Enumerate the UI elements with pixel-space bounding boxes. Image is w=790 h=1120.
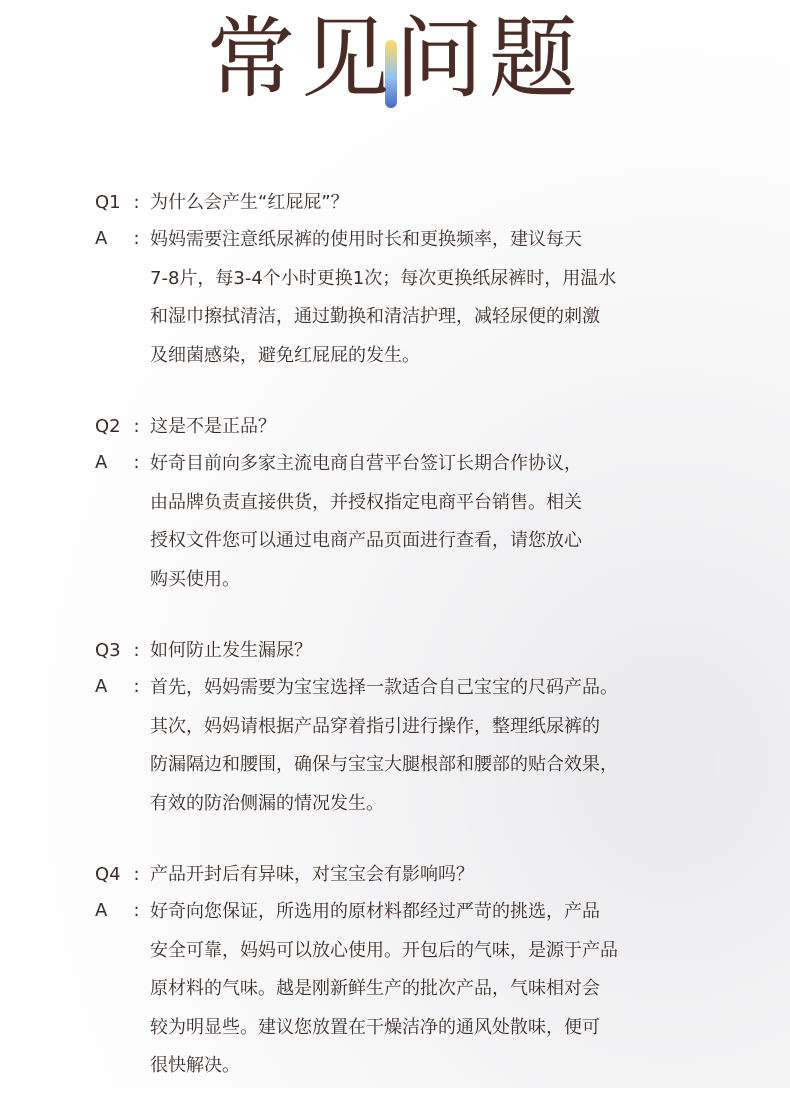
question-label: Q4: [95, 864, 121, 885]
answer-line: 安全可靠，妈妈可以放心使用。开包后的气味，是源于产品: [150, 939, 618, 961]
answer-row: [95, 893, 695, 1086]
faq-list: [95, 185, 695, 1120]
answer-line: 妈妈需要注意纸尿裤的使用时长和更换频率，建议每天: [150, 229, 582, 250]
question-label: Q1: [95, 192, 121, 213]
answer-line: 授权文件您可以通过电商产品页面进行查看，请您放心: [150, 530, 582, 551]
separator-colon: :: [133, 452, 140, 473]
question-label: Q3: [95, 640, 121, 661]
answer-label: A: [95, 676, 108, 697]
answer-row: [95, 669, 695, 823]
question-text: 为什么会产生“红屁屁”？: [150, 192, 349, 213]
separator-colon: :: [133, 192, 140, 213]
question-row: [95, 409, 695, 445]
question-row: [95, 633, 695, 669]
answer-label: A: [95, 452, 108, 473]
answer-text: [150, 221, 695, 375]
answer-text: [150, 669, 695, 823]
answer-line: 由品牌负责直接供货，并授权指定电商平台销售。相关: [150, 491, 582, 513]
answer-line: 原材料的气味。越是刚新鲜生产的批次产品，气味相对会: [150, 978, 600, 999]
faq-item-1: [95, 185, 695, 375]
answer-line: 好奇目前向多家主流电商自营平台签订长期合作协议，: [150, 453, 582, 474]
answer-label: A: [95, 228, 108, 249]
answer-line: 及细菌感染，避免红屁屁的发生。: [150, 344, 420, 366]
answer-line: 首先，妈妈需要为宝宝选择一款适合自己宝宝的尺码产品。: [150, 677, 618, 698]
answer-line: 好奇向您保证，所选用的原材料都经过严苛的挑选，产品: [150, 901, 600, 922]
separator-colon: :: [133, 900, 140, 921]
answer-line: 防漏隔边和腰围，确保与宝宝大腿根部和腰部的贴合效果，: [150, 754, 618, 775]
faq-item-3: [95, 633, 695, 823]
separator-colon: :: [133, 416, 140, 437]
question-row: [95, 185, 695, 221]
faq-item-2: [95, 409, 695, 599]
answer-line: 有效的防治侧漏的情况发生。: [150, 792, 384, 814]
question-row: [95, 857, 695, 893]
answer-row: [95, 221, 695, 375]
separator-colon: :: [133, 676, 140, 697]
separator-colon: :: [133, 864, 140, 885]
answer-row: [95, 445, 695, 599]
answer-line: 很快解决。: [150, 1055, 240, 1076]
answer-line: 其次，妈妈请根据产品穿着指引进行操作，整理纸尿裤的: [150, 715, 600, 737]
faq-item-4: [95, 857, 695, 1086]
page-title: 常见问题: [206, 7, 583, 110]
question-text: 如何防止发生漏尿？: [150, 640, 312, 661]
question-text: 产品开封后有异味，对宝宝会有影响吗？: [150, 864, 474, 885]
answer-text: [150, 445, 695, 599]
separator-colon: :: [133, 640, 140, 661]
answer-text: [150, 893, 695, 1086]
answer-line: 较为明显些。建议您放置在干燥洁净的通风处散味，便可: [150, 1016, 600, 1038]
page-header: [0, 0, 790, 140]
answer-line: 7-8片，每3-4个小时更换1次；每次更换纸尿裤时，用温水: [150, 267, 617, 289]
answer-line: 和湿巾擦拭清洁，通过勤换和清洁护理，减轻尿便的刺激: [150, 306, 600, 327]
separator-colon: :: [133, 228, 140, 249]
question-label: Q2: [95, 416, 121, 437]
question-text: 这是不是正品？: [150, 416, 276, 437]
answer-label: A: [95, 900, 108, 921]
answer-line: 购买使用。: [150, 568, 240, 590]
